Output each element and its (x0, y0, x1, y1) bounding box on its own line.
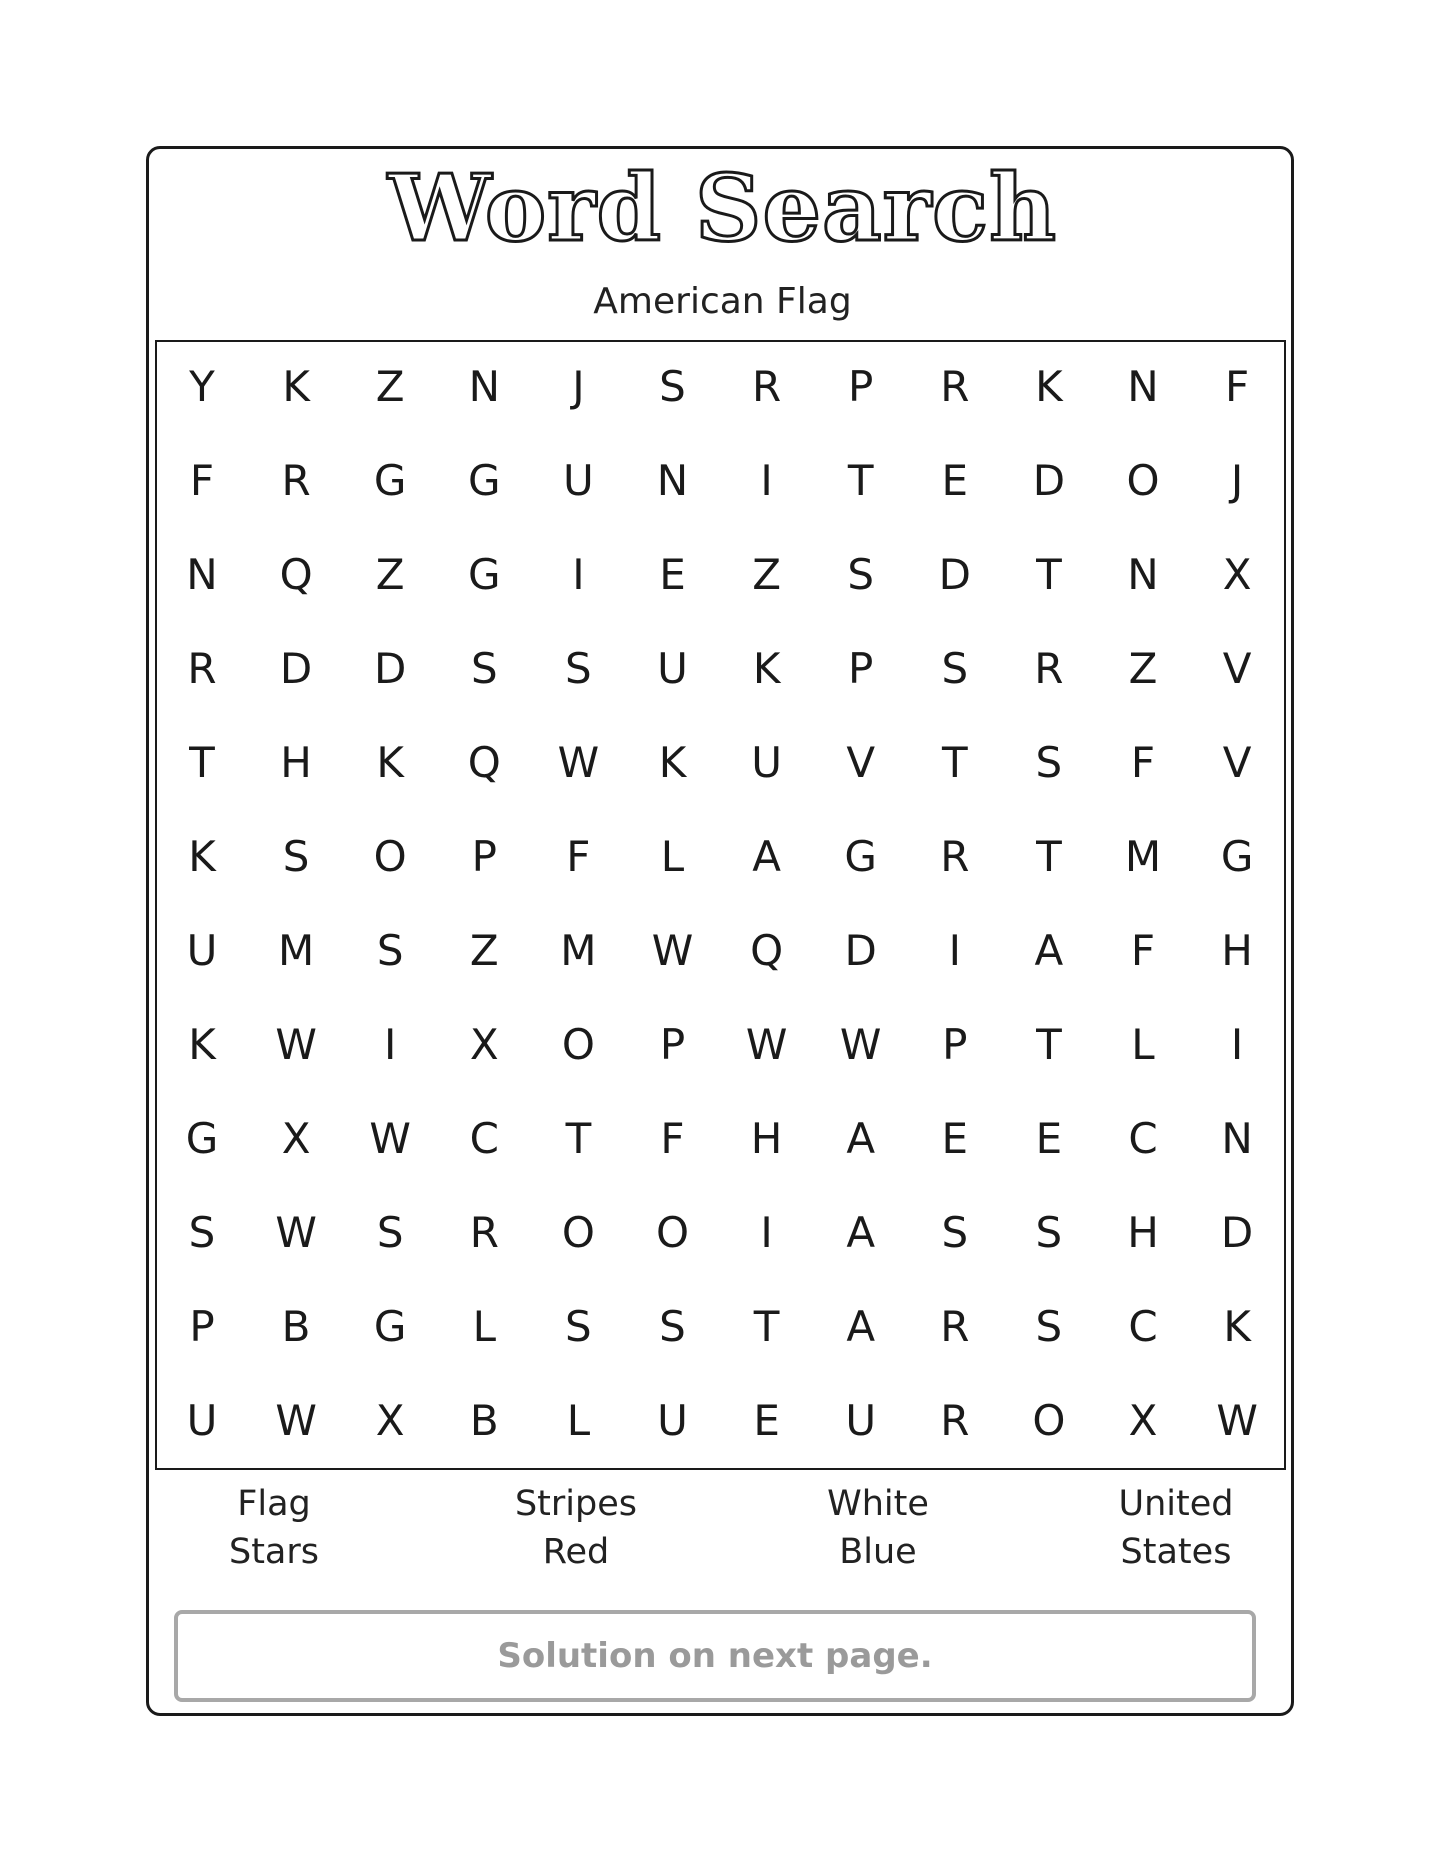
grid-letter: P (471, 832, 497, 881)
word-list-item: Stripes (514, 1484, 638, 1524)
grid-letter: S (188, 1208, 216, 1257)
grid-letter: S (376, 926, 404, 975)
grid-letter: P (848, 362, 874, 411)
grid-letter: X (375, 1396, 405, 1445)
grid-letter: T (753, 1302, 780, 1351)
grid-letter: L (472, 1302, 496, 1351)
grid-letter: F (1130, 738, 1156, 787)
grid-letter: G (373, 456, 407, 505)
grid-letter: U (563, 456, 594, 505)
grid-letter: I (1230, 1020, 1244, 1069)
grid-letter: T (941, 738, 968, 787)
grid-letter: O (561, 1020, 595, 1069)
grid-letter: W (275, 1020, 317, 1069)
grid-letter: O (561, 1208, 595, 1257)
grid-letter: D (1220, 1208, 1254, 1257)
grid-letter: A (752, 832, 781, 881)
grid-letter: O (1126, 456, 1160, 505)
grid-letter: W (557, 738, 600, 787)
word-list-item: States (1120, 1532, 1232, 1572)
grid-letter: C (1128, 1302, 1158, 1351)
grid-letter: K (188, 832, 216, 881)
word-list-item: Flag (237, 1484, 311, 1524)
grid-letter: V (1222, 738, 1252, 787)
word-list-item: United (1118, 1484, 1234, 1524)
grid-letter: K (1035, 362, 1063, 411)
grid-letter: L (566, 1396, 591, 1445)
grid-letter: Z (752, 550, 781, 599)
grid-letter: R (281, 456, 311, 505)
grid-letter: S (659, 362, 686, 411)
grid-letter: H (1221, 926, 1253, 975)
grid-letter: W (745, 1020, 788, 1069)
grid-letter: A (846, 1114, 876, 1163)
grid-letter: K (282, 362, 310, 411)
grid-letter: R (1034, 644, 1064, 693)
grid-letter: F (1225, 362, 1250, 411)
page-title: Word Search (388, 154, 1057, 262)
grid-letter: S (282, 832, 310, 881)
grid-letter: P (942, 1020, 968, 1069)
grid-letter: U (751, 738, 782, 787)
grid-letter: H (280, 738, 312, 787)
grid-letter: H (750, 1114, 783, 1163)
grid-letter: A (1034, 926, 1064, 975)
grid-letter: S (470, 644, 498, 693)
grid-letter: E (941, 456, 969, 505)
grid-letter: E (941, 1114, 969, 1163)
grid-letter: R (940, 832, 970, 881)
grid-letter: E (753, 1396, 780, 1445)
grid-letter: S (847, 550, 875, 599)
grid-letter: T (1036, 832, 1062, 881)
grid-letter: N (656, 456, 689, 505)
grid-letter: N (186, 550, 218, 599)
grid-letter: G (373, 1302, 407, 1351)
grid-letter: R (940, 1396, 970, 1445)
grid-letter: S (1035, 1208, 1063, 1257)
grid-letter: A (846, 1302, 876, 1351)
grid-letter: G (468, 550, 501, 599)
letter-grid (155, 340, 1286, 1470)
grid-letter: S (376, 1208, 404, 1257)
grid-letter: B (281, 1302, 311, 1351)
grid-letter: R (752, 362, 782, 411)
grid-letter: G (844, 832, 877, 881)
grid-letter: X (1222, 550, 1252, 599)
grid-letter: D (938, 550, 971, 599)
grid-letter: U (186, 926, 218, 975)
grid-letter: S (565, 644, 592, 693)
grid-letter: I (948, 926, 961, 975)
puzzle-subtitle: American Flag (593, 281, 852, 322)
grid-letter: M (277, 926, 315, 975)
grid-letter: I (760, 456, 773, 505)
grid-letter: O (373, 832, 407, 881)
grid-letter: Q (279, 550, 313, 599)
grid-letter: Z (1128, 644, 1158, 693)
grid-letter: S (659, 1302, 686, 1351)
grid-letter: G (185, 1114, 219, 1163)
grid-letter: B (469, 1396, 499, 1445)
grid-letter: D (279, 644, 313, 693)
grid-letter: K (1223, 1302, 1251, 1351)
grid-letter: E (659, 550, 686, 599)
grid-letter: T (189, 738, 215, 787)
grid-letter: J (1230, 456, 1244, 505)
word-list (0, 1480, 1445, 1590)
grid-letter: W (1216, 1396, 1258, 1445)
grid-letter: I (572, 550, 585, 599)
grid-letter: Z (469, 926, 499, 975)
grid-letter: D (1032, 456, 1066, 505)
grid-letter: Q (467, 738, 501, 787)
grid-letter: V (1222, 644, 1252, 693)
grid-letter: G (468, 456, 501, 505)
grid-letter: N (468, 362, 500, 411)
grid-letter: Z (375, 362, 405, 411)
grid-letter: X (281, 1114, 311, 1163)
grid-letter: R (187, 644, 217, 693)
grid-letter: R (469, 1208, 499, 1257)
grid-letter: F (660, 1114, 685, 1163)
grid-letter: N (1221, 1114, 1253, 1163)
grid-letter: S (1035, 738, 1063, 787)
grid-letter: M (560, 926, 597, 975)
grid-letter: T (1036, 1020, 1062, 1069)
grid-letter: D (374, 644, 407, 693)
grid-letter: U (845, 1396, 877, 1445)
grid-letter: W (275, 1208, 317, 1257)
word-list-item: White (827, 1484, 929, 1524)
grid-letter: I (760, 1208, 773, 1257)
grid-letter: S (941, 644, 969, 693)
grid-letter: X (469, 1020, 499, 1069)
grid-letter: E (1035, 1114, 1063, 1163)
grid-letter: K (188, 1020, 216, 1069)
grid-letter: T (1036, 550, 1062, 599)
grid-letter: W (369, 1114, 411, 1163)
grid-letter: T (565, 1114, 592, 1163)
grid-letter: F (189, 456, 215, 505)
grid-letter: N (1127, 362, 1159, 411)
grid-letter: I (383, 1020, 397, 1069)
grid-letter: K (658, 738, 687, 787)
grid-letter: S (941, 1208, 969, 1257)
solution-note: Solution on next page. (497, 1636, 933, 1676)
grid-letter: T (847, 456, 874, 505)
grid-letter: A (846, 1208, 876, 1257)
grid-letter: F (566, 832, 591, 881)
grid-letter: P (659, 1020, 686, 1069)
grid-letter: Q (750, 926, 784, 975)
grid-letter: L (1131, 1020, 1155, 1069)
grid-letter: N (1127, 550, 1159, 599)
word-list-item: Blue (839, 1532, 917, 1572)
grid-letter: U (657, 644, 688, 693)
grid-letter: P (848, 644, 874, 693)
grid-letter: W (839, 1020, 882, 1069)
grid-letter: Y (189, 362, 215, 411)
grid-letter: U (657, 1396, 688, 1445)
grid-letter: K (752, 644, 781, 693)
grid-letter: R (940, 1302, 970, 1351)
grid-letter: S (565, 1302, 592, 1351)
grid-letter: H (1127, 1208, 1159, 1257)
grid-letter: C (469, 1114, 499, 1163)
grid-letter: D (844, 926, 877, 975)
grid-letter: Z (375, 550, 405, 599)
grid-letter: O (655, 1208, 690, 1257)
grid-letter: G (1220, 832, 1254, 881)
grid-letter: S (1035, 1302, 1063, 1351)
grid-letter: W (275, 1396, 317, 1445)
grid-letter: F (1130, 926, 1156, 975)
grid-letter: U (186, 1396, 218, 1445)
grid-letter: K (376, 738, 404, 787)
grid-letter: W (651, 926, 694, 975)
grid-letter: X (1128, 1396, 1158, 1445)
grid-letter: J (572, 362, 585, 411)
grid-letter: L (660, 832, 685, 881)
grid-letter: P (189, 1302, 215, 1351)
word-list-item: Red (542, 1532, 610, 1572)
word-list-item: Stars (228, 1532, 319, 1572)
grid-letter: C (1128, 1114, 1158, 1163)
grid-letter: M (1124, 832, 1162, 881)
grid-letter: R (940, 362, 970, 411)
grid-letter: O (1032, 1396, 1066, 1445)
grid-letter: V (846, 738, 876, 787)
